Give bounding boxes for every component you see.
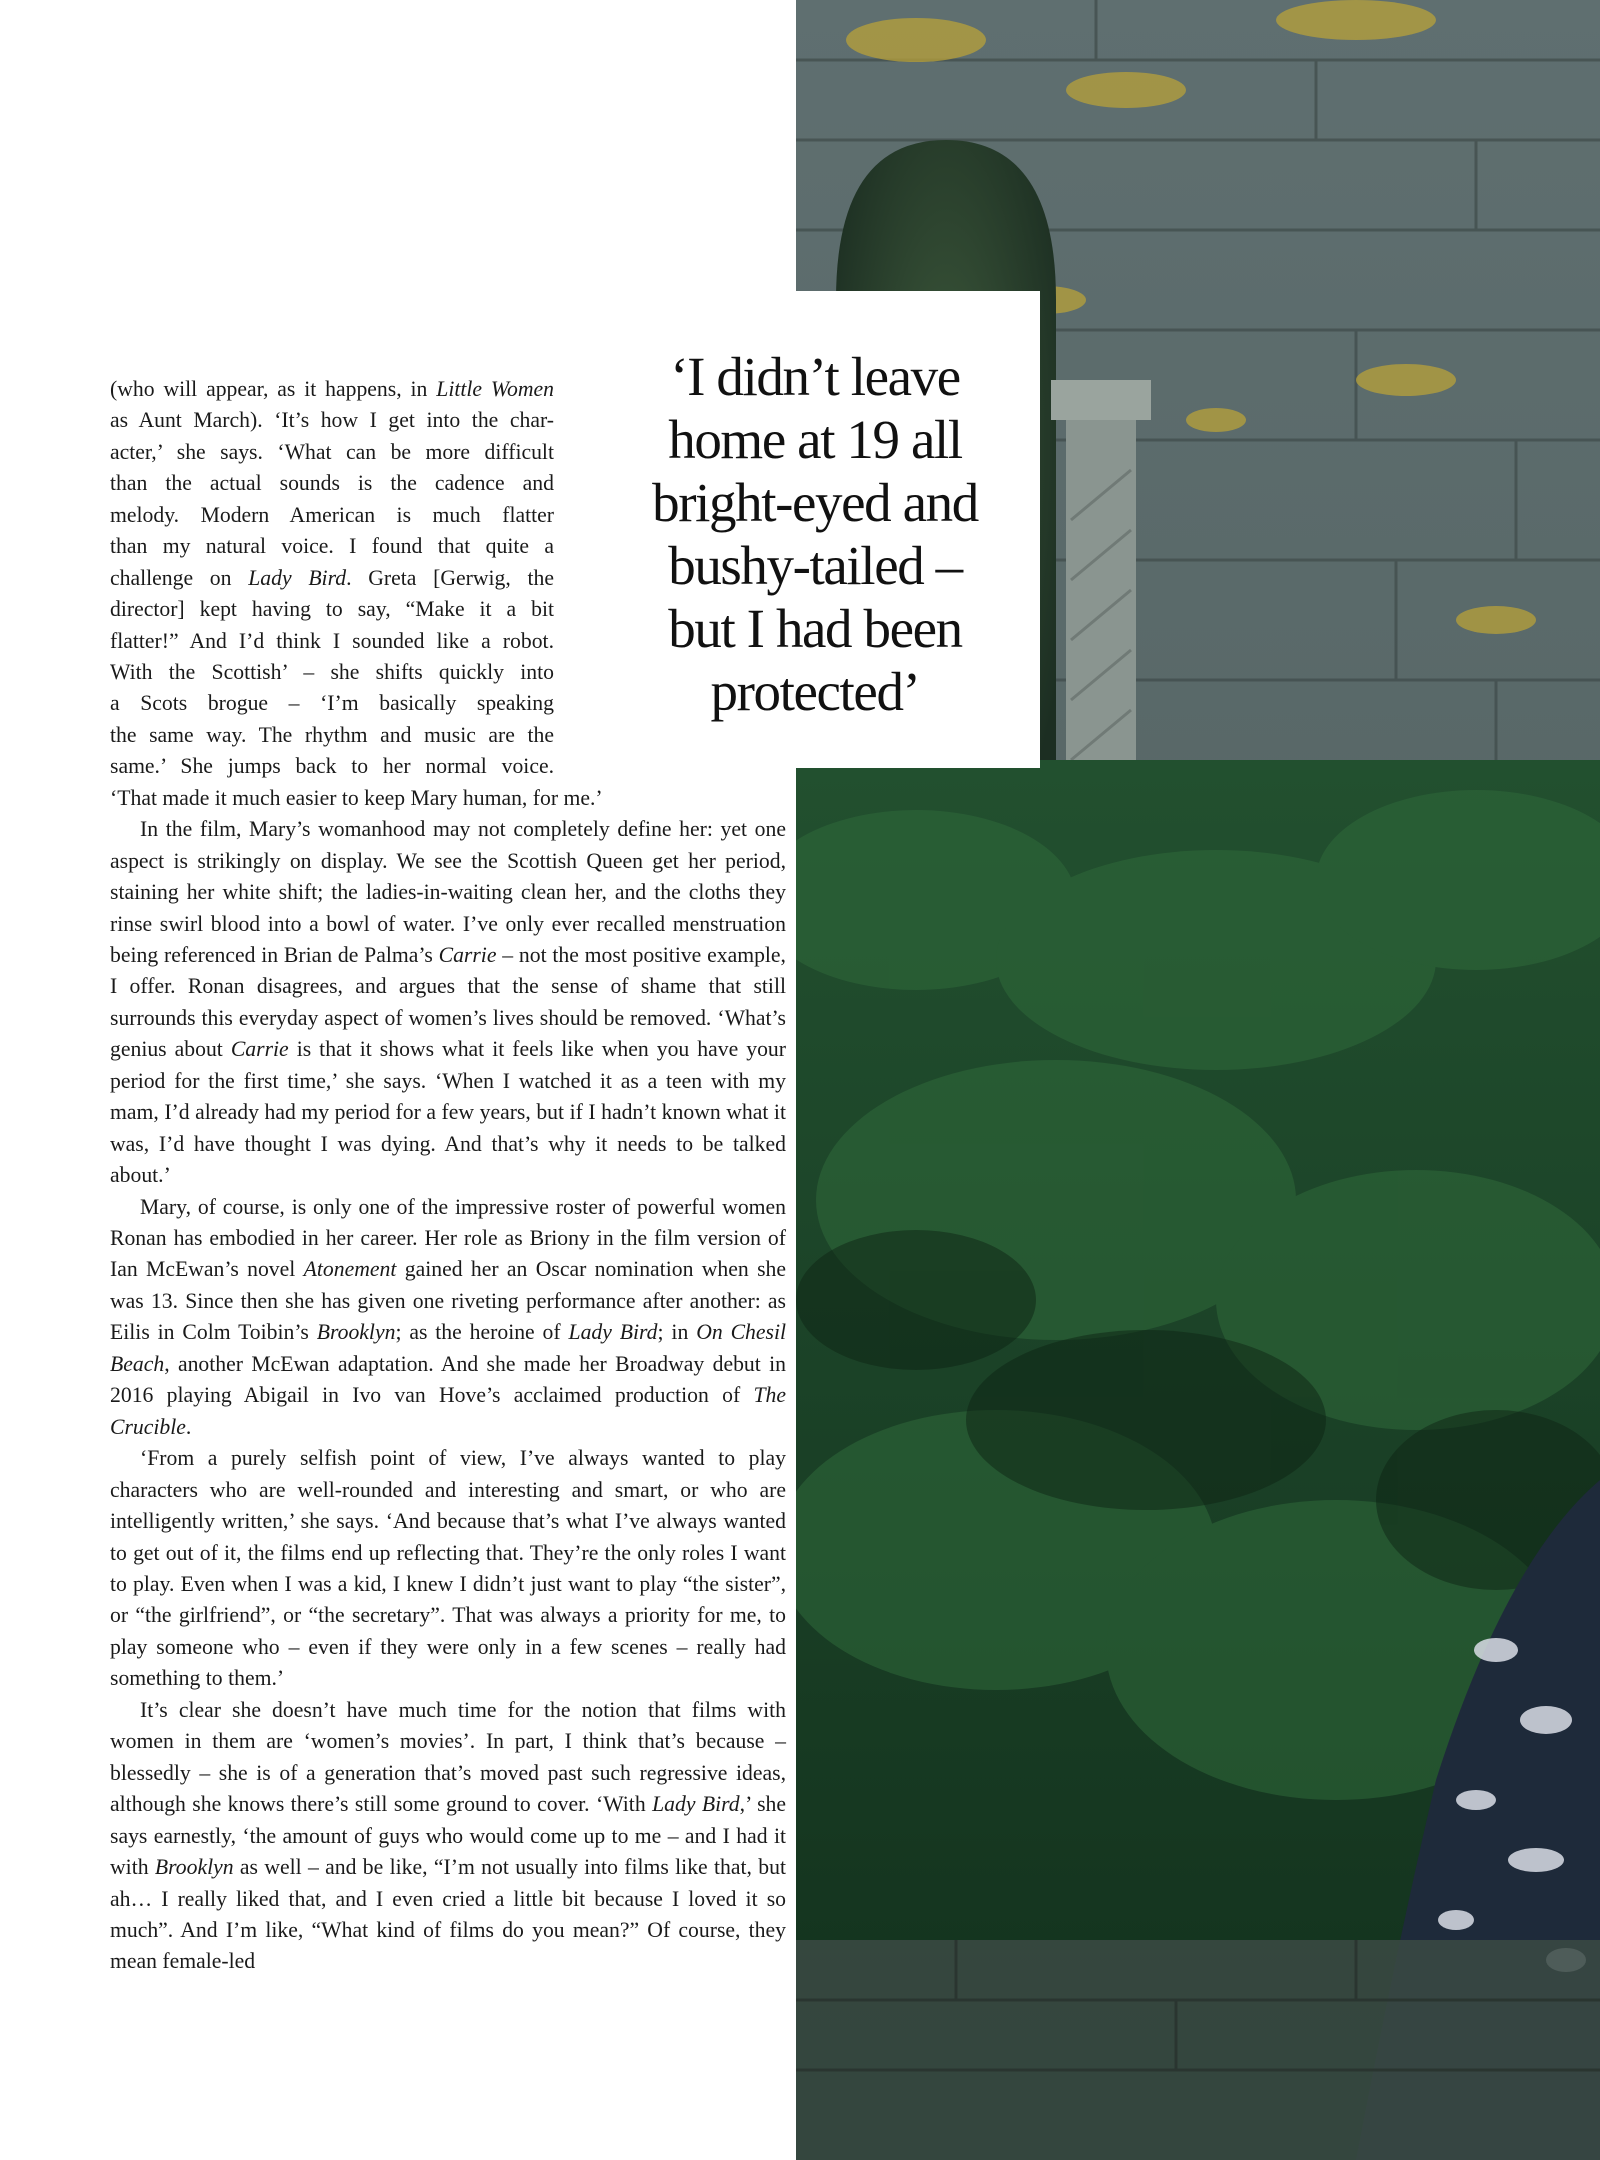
text-run: ; as the heroine of (395, 1320, 569, 1345)
italic-title: On Chesil Beach (110, 1320, 786, 1376)
intro-paragraph (110, 374, 554, 783)
text-run: Mary, of course, is only one of the impressive roster of powerful women Ronan has embodied in her career. Her role as Briony in the film version of Ian McEwan’s novel (110, 1194, 786, 1282)
text-run: as well – and be like, “I’m not usually into films like that, but ah… I really liked that, and I even cried a little bit because I loved it so much”. And I’m like, “What kind of films do you mean?” Of course, they mean female-led (110, 1855, 786, 1974)
text-run: ‘From a purely selfish point of view, I’ve always wanted to play characters who are well-rounded and interesting and smart, or who are intelligently written,’ she says. ‘And because that’s what I’ve always wanted to get out of it, the films end up reflecting that. They’re the only roles I want to play. Even when I was a kid, I knew I didn’t just want to play “the sister”, or “the girlfriend”, or “the secretary”. That was always a priority for me, to play someone who – even if they were only in a few scenes – really had something to them.’ (110, 1446, 786, 1691)
pullquote-line: but I had been (668, 598, 962, 659)
text-run: as Aunt March). ‘It’s how I get into the char- (110, 408, 554, 433)
text-run: gained her an Oscar nomination when she was 13. Since then she has given one riveting performance after another: as Eilis in Colm Toibin’s (110, 1257, 786, 1345)
paragraph-p4 (110, 1443, 786, 1695)
italic-title: Atonement (303, 1257, 397, 1282)
italic-title: Lady Bird (652, 1792, 740, 1817)
article-body (110, 374, 786, 1978)
text-run: is that it shows what it feels like when you have your period for the first time,’ she says. ‘When I watched it as a teen with my mam, I’d already had my period for a few years, but if I hadn’t known what it was, I’d have thought I was dying. And that’s why it needs to be talked about.’ (110, 1037, 786, 1188)
text-run: In the film, Mary’s womanhood may not completely define her: yet one aspect is strikingly on display. We see the Scottish Queen get her period, staining her white shift; the ladies-in-waiting clean her, and the cloths they rinse swirl blood into a bowl of water. I’ve only ever recalled menstruation being referenced in Brian de Palma’s (110, 817, 786, 967)
intro-line (110, 563, 554, 594)
pullquote-line: bright-eyed and (652, 472, 978, 533)
text-run: challenge on (110, 565, 249, 590)
italic-title: Brooklyn (316, 1320, 396, 1345)
intro-line (110, 751, 554, 782)
intro-line (110, 720, 554, 751)
pullquote-line: ‘I didn’t leave (670, 346, 960, 407)
text-run: , another McEwan adaptation. And she made her Broadway debut in 2016 playing Abigail in Ivo van Hove’s acclaimed production of (110, 1351, 786, 1408)
pullquote-line: home at 19 all (668, 409, 962, 470)
text-run: With the Scottish’ – she shifts quickly into (110, 659, 554, 684)
pullquote-line: protected’ (710, 661, 920, 722)
intro-line (110, 500, 554, 531)
italic-title: Brooklyn (154, 1855, 234, 1880)
intro-line (110, 657, 554, 688)
italic-title: Lady Bird (568, 1320, 658, 1345)
text-run: flatter!” And I’d think I sounded like a robot. (110, 628, 554, 653)
intro-line (110, 374, 554, 405)
intro-line (110, 405, 554, 436)
article-paragraphs (110, 814, 786, 1978)
text-run: a Scots brogue – ‘I’m basically speaking (110, 691, 554, 716)
italic-title: Carrie (230, 1037, 289, 1062)
paragraph-p2 (110, 814, 786, 1191)
text-run: the same way. The rhythm and music are the (110, 722, 554, 747)
text-run: It’s clear she doesn’t have much time for the notion that films with women in them are ‘women’s movies’. In part, I think that’s because – blessedly – she is of a generation that’s moved past such regressive ideas, although she knows there’s still some ground to cover. ‘With (110, 1697, 786, 1817)
text-run: ; in (657, 1320, 697, 1345)
italic-title: Little Women (436, 377, 554, 401)
pullquote-line: bushy-tailed – (668, 535, 962, 596)
intro-line (110, 468, 554, 499)
paragraph-p5 (110, 1695, 786, 1978)
intro-line (110, 437, 554, 468)
intro-line (110, 594, 554, 625)
text-run: acter,’ she says. ‘What can be more difficult (110, 439, 554, 464)
text-run: same.’ She jumps back to her normal voice. (110, 754, 554, 779)
text-run: director] kept having to say, “Make it a bit (110, 597, 554, 622)
intro-line (110, 626, 554, 657)
text-run: . (185, 1414, 192, 1439)
intro-line (110, 531, 554, 562)
text-run: than my natural voice. I found that quite a (110, 534, 554, 559)
text-run: ,’ she says earnestly, ‘the amount of guys who would come up to me – and I had it with (110, 1792, 786, 1880)
italic-title: The Crucible (110, 1383, 786, 1439)
italic-title: Lady Bird (248, 565, 347, 590)
intro-final-line: ‘That made it much easier to keep Mary human, for me.’ (110, 785, 603, 810)
italic-title: Carrie (438, 942, 497, 967)
text-run: than the actual sounds is the cadence and (110, 471, 554, 496)
text-run: (who will appear, as it happens, in (110, 377, 437, 401)
text-run: melody. Modern American is much flatter (110, 502, 554, 527)
text-run: – not the most positive example, I offer. Ronan disagrees, and argues that the sense of shame that still surrounds this everyday aspect of women’s lives should be removed. ‘What’s genius about (110, 942, 786, 1062)
paragraph-p3 (110, 1192, 786, 1444)
text-run: . Greta [Gerwig, the (346, 565, 554, 590)
intro-line (110, 688, 554, 719)
